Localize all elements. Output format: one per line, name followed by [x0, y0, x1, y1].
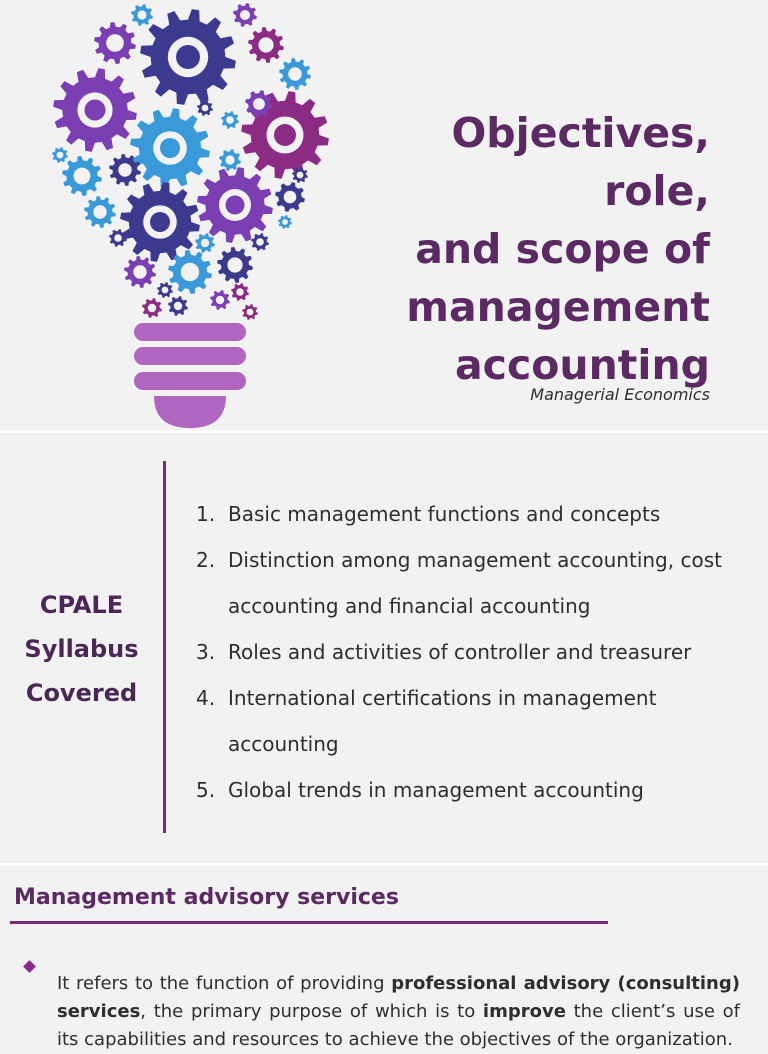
- gear-hole: [225, 155, 234, 164]
- gear-hole: [202, 105, 209, 112]
- gear-hole: [133, 265, 146, 278]
- page-title: [350, 104, 710, 394]
- list-number: 2.: [196, 548, 216, 572]
- syllabus-label: [14, 583, 149, 715]
- paragraph-text: the client’s use of its capabilities and resources to achieve the objectives of the organization.: [57, 1001, 740, 1050]
- paragraph-text: , the primary purpose of which is to: [140, 1001, 483, 1022]
- gear-hole: [162, 287, 169, 294]
- paragraph-bold: professional advisory (consulting) services: [57, 973, 740, 1022]
- gear-hub: [150, 212, 170, 232]
- gear-hole: [256, 238, 264, 246]
- gear-hole: [216, 296, 224, 304]
- gear-hole: [181, 263, 199, 281]
- gear-hole: [148, 304, 156, 312]
- gear-hole: [226, 116, 234, 124]
- vertical-divider: [163, 461, 166, 833]
- gear-hole: [106, 34, 124, 52]
- diamond-bullet-icon: [23, 960, 36, 973]
- list-item: [196, 537, 756, 629]
- gear-hole: [174, 302, 182, 310]
- list-number: 1.: [196, 502, 216, 526]
- section-heading: Management advisory services: [14, 885, 399, 910]
- gear-hole: [240, 10, 250, 20]
- gear-hole: [118, 163, 131, 176]
- gear-hub: [160, 138, 180, 158]
- list-item: [196, 675, 756, 767]
- list-number: 5.: [196, 778, 216, 802]
- mas-slide: [0, 866, 768, 1050]
- bulb-base-ring: [134, 372, 246, 390]
- title-line: Objectives, role,: [451, 109, 710, 215]
- gear-hole: [201, 239, 209, 247]
- list-item: [196, 629, 756, 675]
- bulb-base-ring: [134, 323, 246, 341]
- paragraph-text: It refers to the function of providing: [57, 973, 392, 994]
- list-item: [196, 767, 756, 813]
- syllabus-label-line: Syllabus: [24, 635, 139, 663]
- lightbulb-gears-icon: [40, 0, 340, 430]
- bulb-base-ring: [134, 347, 246, 365]
- bulb-tip: [154, 396, 226, 428]
- list-text: Distinction among management accounting, cost accounting and financial accounting: [228, 548, 722, 618]
- gear-hole: [74, 168, 91, 185]
- gear-hole: [114, 234, 122, 242]
- gear-hole: [258, 37, 273, 52]
- gear-hole: [236, 288, 244, 296]
- list-text: Roles and activities of controller and treasurer: [228, 640, 692, 664]
- gear-hole: [57, 152, 64, 159]
- title-line: accounting: [454, 341, 710, 389]
- syllabus-label-line: Covered: [25, 679, 138, 707]
- gear-hole: [297, 172, 304, 179]
- list-text: International certifications in management accounting: [228, 686, 657, 756]
- list-item: [196, 491, 756, 537]
- syllabus-label-line: CPALE: [39, 591, 124, 619]
- syllabus-list: [196, 491, 756, 813]
- paragraph-bold: improve: [482, 1001, 566, 1022]
- gear-hole: [227, 257, 242, 272]
- gear-hole: [93, 205, 106, 218]
- gear-hub: [85, 100, 106, 121]
- list-number: 3.: [196, 640, 216, 664]
- title-slide: [0, 0, 768, 430]
- gear-hub: [274, 124, 296, 146]
- gear-hub: [176, 45, 200, 69]
- gear-hole: [288, 67, 301, 80]
- title-line: and scope of: [415, 225, 710, 273]
- subtitle: Managerial Economics: [530, 385, 710, 404]
- gear-hole: [247, 309, 254, 316]
- list-text: Global trends in management accounting: [228, 778, 644, 802]
- syllabus-slide: [0, 433, 768, 863]
- definition-paragraph: [57, 970, 740, 1054]
- heading-underline: [10, 921, 608, 924]
- gear-hole: [282, 219, 288, 225]
- list-text: Basic management functions and concepts: [228, 502, 661, 526]
- gear-hub: [226, 196, 245, 215]
- list-number: 4.: [196, 686, 216, 710]
- gear-hole: [284, 191, 297, 204]
- gear-hole: [253, 98, 265, 110]
- title-line: management: [406, 283, 710, 331]
- gear-hole: [137, 10, 146, 19]
